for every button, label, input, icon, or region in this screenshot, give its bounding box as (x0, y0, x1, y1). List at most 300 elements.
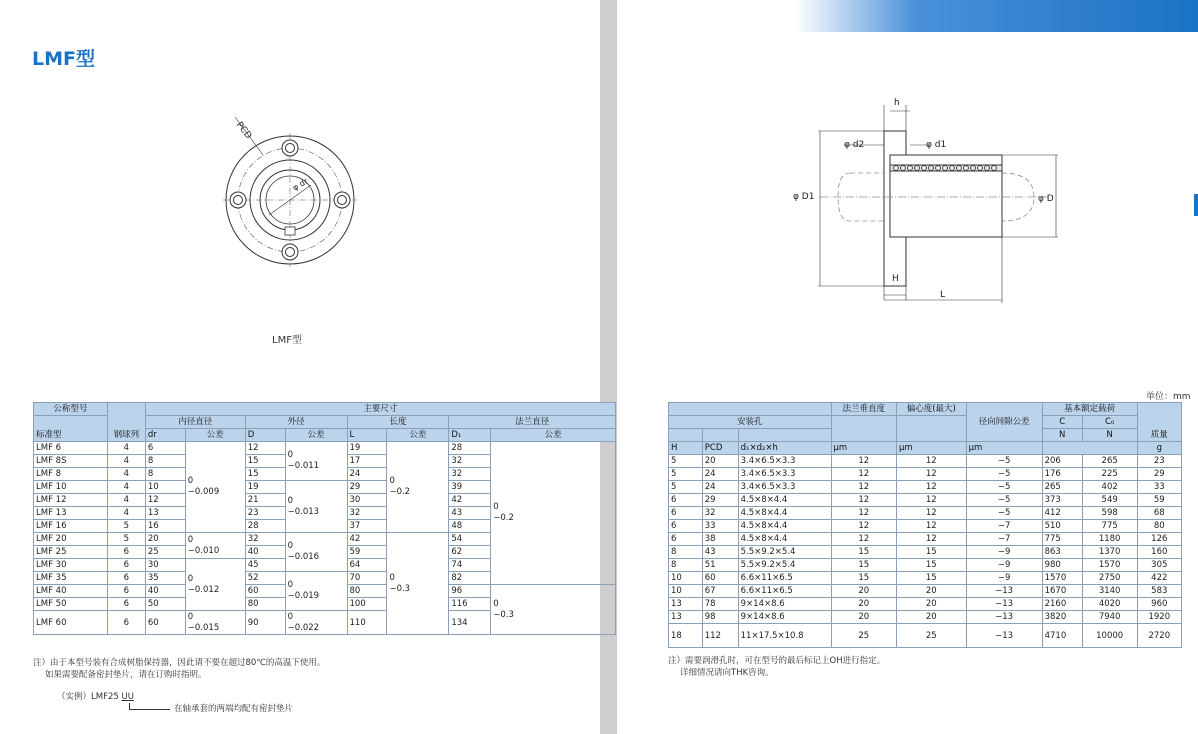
tol-lower: −0.3 (493, 609, 514, 620)
PCD-cell: 29 (702, 494, 738, 507)
tol-upper: 0 (287, 495, 294, 506)
eccentric-cell: 15 (896, 572, 966, 585)
balls-cell: 4 (107, 442, 145, 455)
table-row (669, 468, 1182, 481)
balls-cell: 6 (107, 572, 145, 585)
C-cell: 265 (1042, 481, 1082, 494)
D1-cell: 32 (449, 455, 491, 468)
table-row (669, 481, 1182, 494)
header-flange: 法兰直径 (449, 416, 616, 429)
D-cell: 21 (245, 494, 285, 507)
page-title: LMF型 (32, 48, 95, 70)
D-cell: 28 (245, 520, 285, 533)
H-cell: 8 (669, 546, 703, 559)
header-flange-perp: 法兰垂直度 (831, 403, 896, 416)
radial-cell: −5 (966, 455, 1042, 468)
H-cell: 5 (669, 481, 703, 494)
C0-cell: 1180 (1082, 533, 1137, 546)
H-cell: 5 (669, 455, 703, 468)
D-cell: 12 (245, 442, 285, 455)
dr-tol-cell (185, 611, 245, 635)
L-cell: 59 (347, 546, 387, 559)
balls-cell: 5 (107, 533, 145, 546)
perp-cell: 12 (831, 494, 896, 507)
C0-cell: 1370 (1082, 546, 1137, 559)
C-cell: 4710 (1042, 624, 1082, 648)
table-row (669, 494, 1182, 507)
unit-label: 单位：mm (1146, 392, 1191, 402)
right-main-header-fill (669, 403, 832, 416)
header-mount: 安装孔 (669, 416, 832, 429)
hole-cell: 6.6×11×6.5 (738, 585, 831, 598)
D-tol-cell (285, 481, 347, 533)
note-example (33, 691, 593, 703)
dr-cell: 50 (145, 598, 185, 611)
header-C0: C₀ (1082, 416, 1137, 429)
mass-cell: 2720 (1137, 624, 1181, 648)
radial-cell: −5 (966, 507, 1042, 520)
perp-cell: 15 (831, 572, 896, 585)
table-row (34, 442, 616, 455)
tol-upper: 0 (287, 580, 294, 590)
dr-cell: 20 (145, 533, 185, 546)
dr-tol-cell (185, 559, 245, 611)
H-cell: 6 (669, 520, 703, 533)
PCD-cell: 112 (702, 624, 738, 648)
C-cell: 980 (1042, 559, 1082, 572)
header-main: 主要尺寸 (145, 403, 615, 416)
PCD-cell: 20 (702, 455, 738, 468)
table-row (669, 585, 1182, 598)
hole-cell: 5.5×9.2×5.4 (738, 546, 831, 559)
tol-lower: −0.010 (187, 545, 220, 556)
header-H: H (669, 442, 703, 455)
L-cell: 32 (347, 507, 387, 520)
balls-cell: 4 (107, 507, 145, 520)
table-row (669, 611, 1182, 624)
C0-cell: 2750 (1082, 572, 1137, 585)
hole-cell: 3.4×6.5×3.3 (738, 481, 831, 494)
tol-lower: −0.2 (389, 487, 411, 497)
hole-cell: 3.4×6.5×3.3 (738, 468, 831, 481)
perp-cell: 12 (831, 520, 896, 533)
D1-tol-cell (491, 585, 616, 635)
dr-cell: 16 (145, 520, 185, 533)
H-cell: 10 (669, 572, 703, 585)
note-line: 注）需要润滑孔时，可在型号的最后标记上OH进行指定。 (668, 656, 886, 666)
L-cell: 100 (347, 598, 387, 611)
leader-line (129, 703, 170, 710)
header-length: 长度 (347, 416, 449, 429)
radial-cell: −5 (966, 494, 1042, 507)
D1-cell: 32 (449, 468, 491, 481)
H-cell: 10 (669, 585, 703, 598)
balls-cell: 4 (107, 494, 145, 507)
tol-upper: 0 (287, 541, 294, 551)
tol-upper: 0 (493, 502, 499, 512)
L-tol-cell (387, 442, 449, 533)
hole-cell: 4.5×8×4.4 (738, 533, 831, 546)
d1-label: φ d1 (926, 140, 947, 150)
balls-cell: 6 (107, 611, 145, 635)
header-g: g (1137, 442, 1181, 455)
D1-cell: 42 (449, 494, 491, 507)
example-prefix: （实例）LMF25 (57, 692, 122, 702)
C-cell: 1670 (1042, 585, 1082, 598)
model-cell: LMF 13 (34, 507, 108, 520)
mass-cell: 1920 (1137, 611, 1181, 624)
balls-cell: 4 (107, 468, 145, 481)
D1-cell: 39 (449, 481, 491, 494)
H-cell: 13 (669, 611, 703, 624)
model-cell: LMF 10 (34, 481, 108, 494)
tol-upper: 0 (389, 476, 395, 486)
mass-cell: 305 (1137, 559, 1181, 572)
eccentric-cell: 12 (896, 468, 966, 481)
C0-cell: 225 (1082, 468, 1137, 481)
mass-cell: 33 (1137, 481, 1181, 494)
D1-cell: 74 (449, 559, 491, 572)
table-row (669, 507, 1182, 520)
tol-lower: −0.011 (287, 461, 320, 471)
dr-cell: 35 (145, 572, 185, 585)
model-cell: LMF 40 (34, 585, 108, 598)
header-model: 公称型号 (34, 403, 108, 416)
tol-upper: 0 (493, 598, 499, 609)
header-L: L (347, 429, 387, 442)
PCD-cell: 78 (702, 598, 738, 611)
C0-cell: 598 (1082, 507, 1137, 520)
header-mass: 质量 (1137, 403, 1181, 442)
mass-cell: 23 (1137, 455, 1181, 468)
PCD-cell: 43 (702, 546, 738, 559)
eccentric-cell: 15 (896, 559, 966, 572)
eccentric-cell: 20 (896, 585, 966, 598)
dr-cell: 25 (145, 546, 185, 559)
perp-cell: 15 (831, 546, 896, 559)
blank-cell (1042, 442, 1137, 455)
dr-label: φ dr (291, 176, 310, 193)
L-cell: 37 (347, 520, 387, 533)
dr-tol-cell (185, 442, 245, 533)
hole-cell: 9×14×8.6 (738, 598, 831, 611)
radial-cell: −9 (966, 559, 1042, 572)
C-cell: 1570 (1042, 572, 1082, 585)
notes-left (33, 657, 593, 715)
hole-cell: 5.5×9.2×5.4 (738, 559, 831, 572)
C-cell: 863 (1042, 546, 1082, 559)
model-cell: LMF 60 (34, 611, 108, 635)
side-tab (1194, 194, 1198, 216)
D1-cell: 82 (449, 572, 491, 585)
D-cell: 40 (245, 546, 285, 559)
PCD-cell: 32 (702, 507, 738, 520)
perp-cell: 12 (831, 481, 896, 494)
model-cell: LMF 12 (34, 494, 108, 507)
PCD-cell: 60 (702, 572, 738, 585)
header-balls: 钢球列 (107, 403, 145, 442)
PCD-cell: 98 (702, 611, 738, 624)
table-row (669, 533, 1182, 546)
perp-cell: 20 (831, 598, 896, 611)
perp-cell: 12 (831, 468, 896, 481)
mass-cell: 960 (1137, 598, 1181, 611)
hole-cell: 9×14×8.6 (738, 611, 831, 624)
eccentric-cell: 12 (896, 494, 966, 507)
PCD-cell: 51 (702, 559, 738, 572)
L-cell: 19 (347, 442, 387, 455)
radial-cell: −13 (966, 585, 1042, 598)
L-tol-cell (387, 533, 449, 635)
header-radial: 径向间隙公差 (966, 403, 1042, 442)
dr-cell: 8 (145, 455, 185, 468)
tol-lower: −0.013 (287, 506, 320, 517)
L-cell: 24 (347, 468, 387, 481)
dr-cell: 40 (145, 585, 185, 598)
C-cell: 510 (1042, 520, 1082, 533)
C-cell: 3820 (1042, 611, 1082, 624)
front-view-drawing (213, 115, 373, 290)
table-row (669, 546, 1182, 559)
C0-cell: 549 (1082, 494, 1137, 507)
perp-cell: 20 (831, 611, 896, 624)
blank-cell (738, 429, 831, 442)
C0-cell: 402 (1082, 481, 1137, 494)
hole-cell: 3.4×6.5×3.3 (738, 455, 831, 468)
eccentric-cell: 12 (896, 507, 966, 520)
tol-upper: 0 (187, 611, 194, 622)
model-cell: LMF 8 (34, 468, 108, 481)
L-cell: 80 (347, 585, 387, 598)
PCD-cell: 67 (702, 585, 738, 598)
header-eccentric: 偏心度(最大) (896, 403, 966, 416)
eccentric-cell: 15 (896, 546, 966, 559)
L-cell: 17 (347, 455, 387, 468)
H-cell: 5 (669, 468, 703, 481)
mass-cell: 68 (1137, 507, 1181, 520)
balls-cell: 6 (107, 598, 145, 611)
h-label: h (894, 98, 900, 108)
radial-cell: −7 (966, 520, 1042, 533)
tol-lower: −0.015 (187, 622, 220, 633)
eccentric-cell: 20 (896, 611, 966, 624)
perp-cell: 12 (831, 455, 896, 468)
model-cell: LMF 8S (34, 455, 108, 468)
table-row (669, 455, 1182, 468)
L-cell: 29 (347, 481, 387, 494)
eccentric-cell: 12 (896, 520, 966, 533)
d2-label: φ d2 (844, 140, 865, 150)
H-label: H (892, 274, 899, 284)
eccentric-cell: 12 (896, 481, 966, 494)
table-row (669, 572, 1182, 585)
blank-cell (669, 429, 703, 442)
L-cell: 64 (347, 559, 387, 572)
table-row (669, 624, 1182, 648)
tol-lower: −0.019 (287, 591, 320, 601)
L-cell: 42 (347, 533, 387, 546)
header-um2: μm (896, 442, 966, 455)
radial-cell: −9 (966, 546, 1042, 559)
header-PCD: PCD (702, 442, 738, 455)
header-D: D (245, 429, 285, 442)
mass-cell: 80 (1137, 520, 1181, 533)
note-line: 如果需要配备密封垫片，请在订购时指明。 (45, 670, 207, 680)
dr-cell: 13 (145, 507, 185, 520)
hole-cell: 6.6×11×6.5 (738, 572, 831, 585)
D1-cell: 28 (449, 442, 491, 455)
header-tol: 公差 (491, 429, 616, 442)
balls-cell: 6 (107, 559, 145, 572)
model-cell: LMF 35 (34, 572, 108, 585)
dr-cell: 60 (145, 611, 185, 635)
C0-cell: 1570 (1082, 559, 1137, 572)
header-tol: 公差 (387, 429, 449, 442)
H-cell: 6 (669, 507, 703, 520)
notes-right (668, 655, 1188, 679)
mass-cell: 422 (1137, 572, 1181, 585)
dr-cell: 10 (145, 481, 185, 494)
perp-cell: 12 (831, 507, 896, 520)
note-example-desc (33, 703, 593, 715)
header-tol: 公差 (185, 429, 245, 442)
D-tol-cell (285, 442, 347, 481)
tol-upper: 0 (187, 476, 194, 486)
tol-lower: −0.022 (287, 622, 320, 633)
radial-cell: −13 (966, 611, 1042, 624)
model-cell: LMF 6 (34, 442, 108, 455)
PCD-cell: 38 (702, 533, 738, 546)
model-cell: LMF 16 (34, 520, 108, 533)
radial-cell: −13 (966, 624, 1042, 648)
D1-cell: 116 (449, 598, 491, 611)
D-cell: 23 (245, 507, 285, 520)
D1-label: φ D1 (793, 192, 815, 202)
C0-cell: 3140 (1082, 585, 1137, 598)
D-cell: 32 (245, 533, 285, 546)
figure-caption: LMF型 (272, 335, 302, 346)
perp-cell: 25 (831, 624, 896, 648)
PCD-cell: 24 (702, 481, 738, 494)
tol-upper: 0 (287, 450, 294, 460)
dr-cell: 12 (145, 494, 185, 507)
D1-cell: 43 (449, 507, 491, 520)
model-cell: LMF 50 (34, 598, 108, 611)
tol-upper: 0 (287, 611, 294, 622)
hole-cell: 4.5×8×4.4 (738, 520, 831, 533)
D-cell: 15 (245, 468, 285, 481)
spec-table-right (668, 402, 1182, 648)
eccentric-cell: 12 (896, 455, 966, 468)
C0-cell: 7940 (1082, 611, 1137, 624)
header-inner: 内径直径 (145, 416, 245, 429)
balls-cell: 4 (107, 455, 145, 468)
blank-cell (896, 416, 966, 442)
C0-cell: 4020 (1082, 598, 1137, 611)
header-dr: dr (145, 429, 185, 442)
D-tol-cell (285, 533, 347, 572)
perp-cell: 20 (831, 585, 896, 598)
hole-cell: 4.5×8×4.4 (738, 494, 831, 507)
H-cell: 13 (669, 598, 703, 611)
C-cell: 2160 (1042, 598, 1082, 611)
L-cell: 70 (347, 572, 387, 585)
header-um1: μm (831, 442, 896, 455)
D-cell: 15 (245, 455, 285, 468)
D-cell: 19 (245, 481, 285, 494)
mass-cell: 160 (1137, 546, 1181, 559)
C-cell: 176 (1042, 468, 1082, 481)
radial-cell: −5 (966, 468, 1042, 481)
C-cell: 412 (1042, 507, 1082, 520)
header-hole: d₁×d₂×h (738, 442, 831, 455)
PCD-cell: 24 (702, 468, 738, 481)
radial-cell: −7 (966, 533, 1042, 546)
radial-cell: −9 (966, 572, 1042, 585)
D-cell: 90 (245, 611, 285, 635)
radial-cell: −13 (966, 598, 1042, 611)
header-outer: 外径 (245, 416, 347, 429)
model-cell: LMF 30 (34, 559, 108, 572)
balls-cell: 4 (107, 481, 145, 494)
mass-cell: 29 (1137, 468, 1181, 481)
header-tol: 公差 (285, 429, 347, 442)
tol-lower: −0.012 (187, 584, 220, 595)
D1-cell: 62 (449, 546, 491, 559)
D-cell: 45 (245, 559, 285, 572)
perp-cell: 12 (831, 533, 896, 546)
header-D1: D₁ (449, 429, 491, 442)
header-um3: μm (966, 442, 1042, 455)
D-cell: 52 (245, 572, 285, 585)
eccentric-cell: 25 (896, 624, 966, 648)
D-cell: 80 (245, 598, 285, 611)
D-tol-cell (285, 611, 347, 635)
dr-cell: 30 (145, 559, 185, 572)
H-cell: 6 (669, 533, 703, 546)
tol-lower: −0.009 (187, 487, 220, 497)
header-C: C (1042, 416, 1082, 429)
header-N1: N (1042, 429, 1082, 442)
blank-cell (831, 416, 896, 442)
D1-tol-cell (491, 442, 616, 585)
C0-cell: 265 (1082, 455, 1137, 468)
mass-cell: 126 (1137, 533, 1181, 546)
pcd-label: PCD (233, 120, 254, 142)
perp-cell: 15 (831, 559, 896, 572)
C-cell: 206 (1042, 455, 1082, 468)
D1-cell: 54 (449, 533, 491, 546)
header-std: 标准型 (34, 416, 108, 442)
radial-cell: −5 (966, 481, 1042, 494)
table-row (669, 520, 1182, 533)
tol-upper: 0 (187, 573, 194, 584)
example-desc: 在轴承套的两端均配有密封垫片 (174, 704, 294, 714)
eccentric-cell: 12 (896, 533, 966, 546)
D1-cell: 134 (449, 611, 491, 635)
tol-upper: 0 (389, 572, 395, 583)
balls-cell: 5 (107, 520, 145, 533)
D1-cell: 48 (449, 520, 491, 533)
D1-cell: 96 (449, 585, 491, 598)
D-cell: 60 (245, 585, 285, 598)
L-label: L (940, 290, 946, 300)
PCD-cell: 33 (702, 520, 738, 533)
model-cell: LMF 20 (34, 533, 108, 546)
spec-table-left (33, 402, 616, 635)
model-cell: LMF 25 (34, 546, 108, 559)
tol-lower: −0.016 (287, 552, 320, 562)
